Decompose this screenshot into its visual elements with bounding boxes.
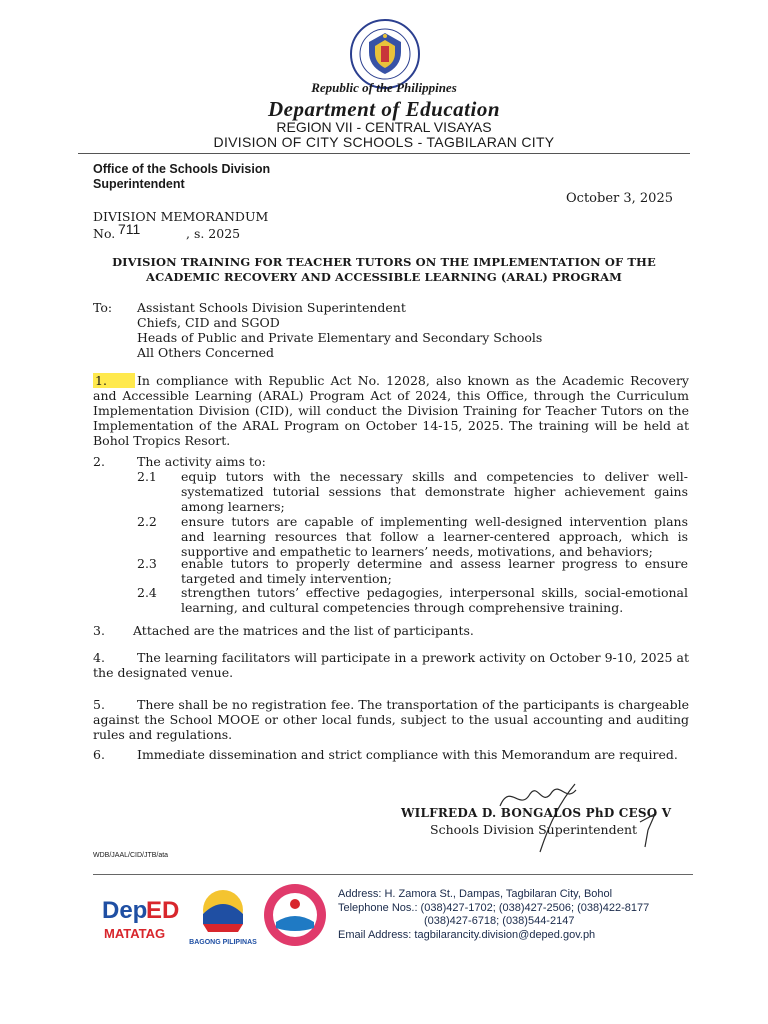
- paragraph-text: Immediate dissemination and strict compliance with this Memorandum are required.: [137, 747, 678, 762]
- paragraph-text: The activity aims to:: [137, 454, 266, 469]
- paragraph-3: [93, 623, 689, 638]
- footer-address: Address: H. Zamora St., Dampas, Tagbilaran City, Bohol: [338, 888, 613, 900]
- svg-text:ED: ED: [146, 897, 180, 924]
- paragraph-number: 3.: [93, 623, 105, 638]
- recipient: Heads of Public and Private Elementary and Secondary Schools: [137, 330, 543, 345]
- paragraph-5: [93, 697, 689, 742]
- paragraph-number: 2.: [93, 454, 105, 469]
- division-tagbilaran-seal: [262, 882, 328, 948]
- aim-text: equip tutors with the necessary skills and competencies to deliver well-systematized tutorial sessions that demonstrate higher achievement gains among learners;: [181, 469, 688, 514]
- paragraph-4: [93, 650, 689, 680]
- aim-text: strengthen tutors’ effective pedagogies, interpersonal skills, social-emotional learning, and cultural competencies through comprehensive training.: [181, 585, 688, 615]
- paragraph-number: 5.: [93, 697, 105, 712]
- aim-number: 2.4: [137, 585, 157, 600]
- paragraph-text: There shall be no registration fee. The transportation of the participants is chargeable against the School MOOE or other local funds, subject to the usual accounting and auditing rules and regulations.: [93, 697, 689, 742]
- recipient: All Others Concerned: [137, 345, 275, 360]
- svg-text:MATATAG: MATATAG: [104, 926, 166, 941]
- memo-number: 711: [118, 221, 141, 237]
- bagong-pilipinas-logo: [188, 884, 258, 948]
- recipient-list: [137, 300, 542, 360]
- paragraph-6: [93, 747, 689, 762]
- svg-text:Dep: Dep: [102, 897, 148, 924]
- paragraph-number: 6.: [93, 747, 105, 762]
- subject-line1: DIVISION TRAINING FOR TEACHER TUTORS ON THE IMPLEMENTATION OF THE: [112, 255, 656, 269]
- memo-date: October 3, 2025: [566, 191, 673, 206]
- aim-number: 2.3: [137, 556, 157, 571]
- paragraph-number: 4.: [93, 650, 105, 665]
- paragraph-2: [93, 454, 689, 469]
- aim-number: 2.1: [137, 469, 157, 484]
- deped-matatag-logo: [100, 888, 180, 948]
- header-region: REGION VII - CENTRAL VISAYAS: [276, 119, 492, 135]
- office-line1: Office of the Schools Division: [93, 162, 271, 176]
- memo-series: , s. 2025: [186, 226, 241, 241]
- office-line2: Superintendent: [93, 177, 185, 191]
- aim-text: enable tutors to properly determine and assess learner progress to ensure targeted and timely intervention;: [181, 556, 688, 586]
- signatory-name: WILFREDA D. BONGALOS PhD CESO V: [401, 806, 672, 820]
- recipient: Assistant Schools Division Superintendent: [137, 300, 406, 315]
- svg-text:BAGONG PILIPINAS: BAGONG PILIPINAS: [189, 939, 257, 946]
- header-republic: Republic of the Philippines: [311, 80, 457, 95]
- paragraph-text: In compliance with Republic Act No. 12028, also known as the Academic Recovery and Accessible Learning (ARAL) Program Act of 2024, this Office, through the Curriculum Implementation Division (CID), will conduct the Division Training for Teacher Tutors on the Implementation of the ARAL Program on October 14-15, 2025. The training will be held at Bohol Tropics Resort.: [93, 373, 689, 448]
- memo-type: DIVISION MEMORANDUM: [93, 209, 269, 224]
- footer-divider: [93, 874, 693, 875]
- paragraph-number-highlighted: 1.: [93, 373, 135, 388]
- footer-telephone: Telephone Nos.: (038)427-1702; (038)427-2506; (038)422-8177: [338, 902, 650, 914]
- footer-telephone-cont: (038)427-6718; (038)544-2147: [424, 915, 575, 927]
- footer-email: Email Address: tagbilarancity.division@deped.gov.ph: [338, 929, 596, 941]
- aim-text: ensure tutors are capable of implementing well-designed intervention plans and learning resources that follow a learner-centered approach, which is supportive and empathetic to learners’ needs, motivations, and behaviors;: [181, 514, 688, 559]
- reference-initials: WDB/JAAL/CID/JTB/ata: [93, 852, 169, 859]
- recipient: Chiefs, CID and SGOD: [137, 315, 280, 330]
- memo-number-label: No.: [93, 226, 116, 241]
- office-name: [93, 162, 270, 192]
- subject-line2: ACADEMIC RECOVERY AND ACCESSIBLE LEARNING (ARAL) PROGRAM: [146, 270, 622, 284]
- paragraph-text: The learning facilitators will participate in a prework activity on October 9-10, 2025 at the designated venue.: [93, 650, 689, 680]
- header-division: DIVISION OF CITY SCHOOLS - TAGBILARAN CITY: [213, 134, 555, 150]
- to-label: To:: [93, 300, 113, 315]
- aim-number: 2.2: [137, 514, 157, 529]
- signatory-title: Schools Division Superintendent: [430, 822, 638, 837]
- header-department: Department of Education: [267, 97, 500, 121]
- header-divider: [78, 153, 690, 154]
- paragraph-text: Attached are the matrices and the list of participants.: [133, 623, 474, 638]
- paragraph-1: [93, 373, 689, 448]
- memo-subject: [80, 255, 688, 285]
